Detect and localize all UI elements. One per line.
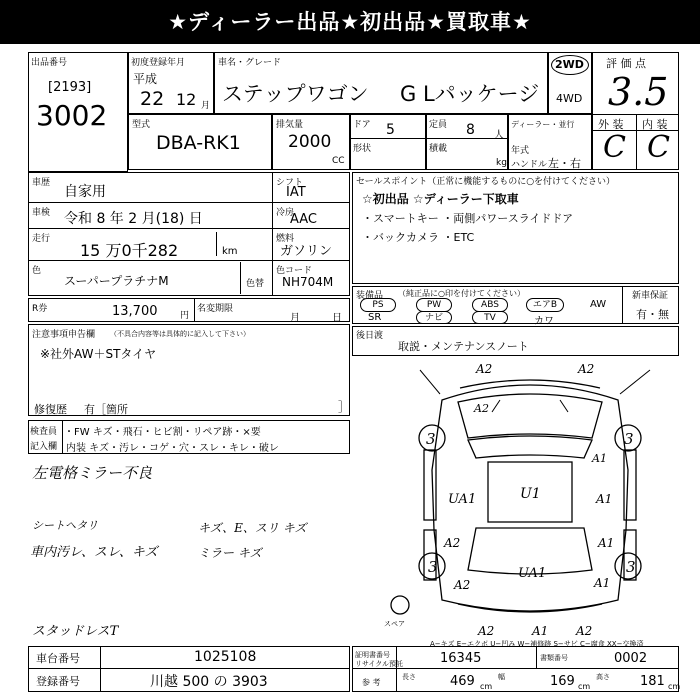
- inspector-row-1: ・FW キズ・飛石・ヒビ割・リペア跡・×要: [64, 427, 261, 438]
- after-label: 後日渡: [356, 331, 384, 341]
- notes-label: 注意事項申告欄: [32, 330, 96, 340]
- mark-a2-rear-left: A2: [454, 578, 471, 592]
- name-label: 車名・グレード: [218, 58, 282, 68]
- inspection: 令和 8 年 2 月(18) 日: [64, 211, 203, 227]
- cert-no-label: 書類番号: [540, 654, 568, 662]
- doors: 5: [386, 122, 395, 138]
- kg-unit: kg: [496, 158, 507, 168]
- mark-a2-front-right: A2: [578, 362, 595, 376]
- interior-label: 内 装: [642, 118, 668, 131]
- equip-leather: カワ: [534, 316, 554, 327]
- handwritten-seat: シートヘタリ: [32, 519, 98, 532]
- shift: IAT: [286, 185, 306, 200]
- sales-line-1: ☆初出品 ☆ディーラー下取車: [362, 192, 519, 206]
- mark-a2-hood: A2: [474, 402, 489, 415]
- notes-sublabel: （不具合内容等は具体的に記入して下さい）: [110, 330, 250, 338]
- exterior-label: 外 装: [598, 118, 624, 131]
- car-name: ステップワゴン: [222, 82, 369, 106]
- mark-a1-fender: A1: [592, 452, 607, 465]
- lot-sub: [2193]: [48, 80, 92, 95]
- inspector-row-2: 内装 キズ・汚レ・コゲ・穴・スレ・キレ・破レ: [66, 443, 279, 454]
- inspector-label-1: 検査員: [30, 427, 58, 437]
- mark-a2-front-left: A2: [476, 362, 493, 376]
- handwritten-studless: スタッドレスT: [32, 624, 119, 639]
- shift-label: シフト: [276, 178, 304, 188]
- cert-label: 証明書番号: [355, 651, 390, 659]
- mark-a1-rear-right: A1: [594, 576, 611, 590]
- mark-a2-bumper-left: A2: [478, 624, 495, 638]
- mark-a1-quarter: A1: [598, 536, 615, 550]
- equip-tv: TV: [472, 311, 508, 324]
- equip-pw: PW: [416, 298, 452, 312]
- lot-label: 出品番号: [31, 58, 68, 68]
- sales-label: セールスポイント（正常に機能するものに○を付けてください）: [356, 177, 616, 187]
- spare-tire-label: スペア: [384, 620, 405, 628]
- color-code: NH704M: [282, 275, 334, 289]
- new-car-value: 有・無: [636, 308, 669, 321]
- height-value: 181: [640, 674, 665, 689]
- aircon: AAC: [290, 212, 317, 227]
- first-reg-label: 初度登録年月: [131, 58, 186, 68]
- mark-tire-fl: 3: [426, 430, 436, 448]
- repair-label: 修復歴: [34, 403, 67, 416]
- exterior-grade: C: [603, 130, 626, 165]
- load-label: 積載: [429, 144, 448, 154]
- first-reg-year: 22: [140, 88, 165, 110]
- expiry-label: 名変期限: [197, 304, 234, 314]
- km-unit: km: [222, 246, 238, 257]
- recycle-label: R券: [32, 304, 48, 314]
- displacement: 2000: [288, 132, 332, 152]
- reserve-label: リサイクル預託: [355, 660, 404, 668]
- equip-ps: PS: [360, 298, 396, 312]
- sales-line-2: ・スマートキー ・両側パワースライドドア: [362, 212, 574, 225]
- drive-4wd: 4WD: [556, 92, 583, 105]
- displacement-label: 排気量: [276, 120, 304, 130]
- color-no-label: 色替: [246, 279, 265, 289]
- cert-value: 16345: [440, 651, 482, 666]
- capacity-unit: 人: [494, 130, 504, 141]
- era: 平成: [133, 72, 158, 86]
- plate-label: 登録番号: [36, 675, 80, 688]
- aircon-label: 冷房: [276, 208, 295, 218]
- repair-close: ］: [338, 400, 351, 414]
- interior-grade: C: [647, 130, 670, 165]
- width-unit: cm: [578, 682, 591, 691]
- model-label: 型式: [132, 120, 151, 130]
- inspection-label: 車検: [32, 208, 51, 218]
- handwritten-scratches: キズ、E、スリ キズ: [198, 521, 307, 535]
- after-text: 取説・メンテナンスノート: [398, 340, 529, 353]
- mark-a1-bumper-center: A1: [532, 624, 549, 638]
- expiry-day: 日: [332, 313, 342, 324]
- height-label: 高さ: [596, 673, 610, 681]
- handle-label: ハンドル: [511, 160, 548, 170]
- cc-unit: CC: [332, 156, 345, 166]
- model-code: DBA-RK1: [156, 132, 241, 154]
- mark-tire-rl: 3: [428, 558, 438, 576]
- handwritten-mirror2: ミラー キズ: [198, 546, 262, 560]
- equip-sr: SR: [368, 312, 382, 323]
- mark-ua1-rear: UA1: [518, 566, 547, 581]
- recycle-amount: 13,700: [112, 304, 158, 319]
- equip-airbag: エアB: [526, 298, 564, 312]
- chassis-label: 車台番号: [36, 652, 80, 665]
- mileage-label: 走行: [32, 234, 51, 244]
- color-label: 色: [32, 266, 42, 276]
- mileage: 15 万0千282: [80, 241, 179, 260]
- repair-value: 有［箇所: [84, 403, 128, 416]
- shape-label: 形状: [353, 144, 372, 154]
- mark-ua1-left: UA1: [448, 492, 477, 507]
- damage-legend: A−キズ E−エクボ U−凹み W−補修跡 S−サビ C−腐食 XX−交換済: [430, 640, 644, 648]
- size-label: 参 考: [362, 678, 381, 687]
- chassis-number: 1025108: [194, 649, 257, 665]
- equipment-label: 装備品: [356, 291, 384, 301]
- plate-number: 川越 500 の 3903: [150, 674, 268, 690]
- mark-a2-bumper-right: A2: [576, 624, 593, 638]
- month-unit: 月: [201, 101, 211, 111]
- dealer-label: ディーラー・並行: [511, 120, 575, 129]
- drive-2wd: 2WD: [555, 58, 584, 71]
- capacity-label: 定員: [429, 120, 448, 130]
- cert-no: 0002: [614, 651, 648, 666]
- auction-banner: ★ディーラー出品★初出品★買取車★: [0, 0, 700, 44]
- doors-label: ドア: [353, 120, 371, 130]
- history: 自家用: [64, 184, 106, 200]
- equipment-note: （純正品に○印を付けてください）: [398, 289, 525, 298]
- first-reg-month: 12: [176, 90, 197, 109]
- notes-text: ※社外AW＋STタイヤ: [40, 347, 157, 361]
- fuel-label: 燃料: [276, 234, 295, 244]
- mark-a1-right-door: A1: [596, 492, 613, 506]
- length-unit: cm: [480, 682, 493, 691]
- handwritten-interior: 車内汚レ、スレ、キズ: [30, 545, 158, 560]
- length-label: 長さ: [402, 673, 416, 681]
- yen-unit: 円: [180, 311, 190, 321]
- mark-tire-rr: 3: [626, 558, 636, 576]
- color: スーパープラチナM: [64, 274, 169, 288]
- color-code-label: 色コード: [276, 266, 313, 276]
- score-label: 評 価 点: [606, 57, 646, 70]
- score-value: 3.5: [608, 70, 669, 114]
- equip-navi: ナビ: [416, 311, 452, 324]
- handle: 左・右: [548, 157, 581, 170]
- mark-u1-roof: U1: [520, 486, 541, 502]
- history-label: 車歴: [32, 178, 51, 188]
- inspector-label-2: 記入欄: [30, 442, 58, 452]
- height-unit: cm: [668, 682, 681, 691]
- new-car-label: 新車保証: [632, 291, 669, 301]
- equip-abs: ABS: [472, 298, 508, 312]
- sales-line-3: ・バックカメラ ・ETC: [362, 231, 475, 244]
- fuel: ガソリン: [280, 244, 333, 259]
- car-grade: G Lパッケージ: [400, 82, 540, 106]
- year-type-label: 年式: [511, 146, 530, 156]
- expiry-month: 月: [290, 313, 300, 324]
- sales-box: [352, 172, 679, 284]
- lot-number: 3002: [36, 99, 108, 132]
- handwritten-mirror: 左電格ミラー不良: [32, 464, 153, 482]
- width-value: 169: [550, 674, 575, 689]
- equip-aw: AW: [590, 299, 607, 310]
- mark-tire-fr: 3: [624, 430, 634, 448]
- capacity: 8: [466, 122, 475, 138]
- width-label: 幅: [498, 673, 505, 681]
- length-value: 469: [450, 674, 475, 689]
- mark-a2-left-rear-door: A2: [444, 536, 461, 550]
